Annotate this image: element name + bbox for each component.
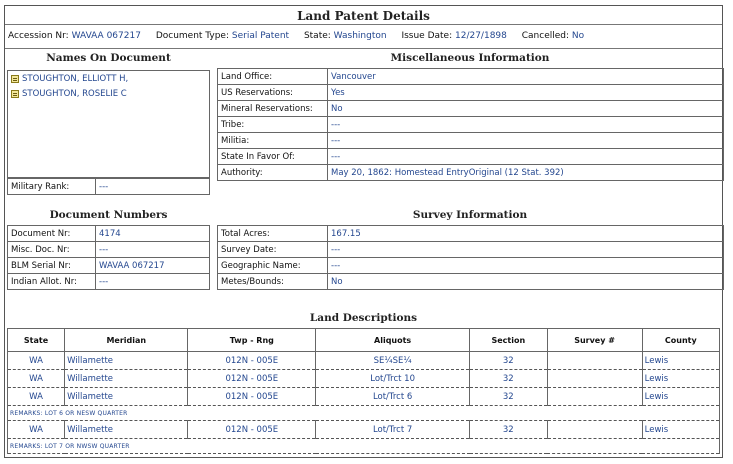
col-state: State (8, 329, 65, 352)
misc-value: Yes (328, 85, 724, 101)
cell-aliquots: Lot/Trct 7 (316, 421, 470, 439)
misc-row (218, 133, 724, 149)
survey-row (218, 274, 724, 290)
survey-label: Survey Date: (218, 242, 328, 258)
cell-section: 32 (470, 421, 547, 439)
cell-aliquots: Lot/Trct 6 (316, 388, 470, 406)
cell-section: 32 (470, 388, 547, 406)
cell-county: Lewis (642, 370, 719, 388)
issue-date-label: Issue Date: (401, 31, 453, 41)
survey-info-table (217, 225, 724, 290)
military-rank-value: --- (96, 179, 210, 195)
cell-twp-rng: 012N - 005E (188, 352, 316, 370)
misc-info-table (217, 68, 724, 181)
misc-value: Vancouver (328, 69, 724, 85)
survey-value: 167.15 (328, 226, 724, 242)
cell-survey (547, 352, 642, 370)
cell-state: WA (8, 352, 65, 370)
docnum-value: WAVAA 067217 (96, 258, 210, 274)
misc-section-title: Miscellaneous Information (390, 52, 550, 64)
name-link[interactable]: STOUGHTON, ROSELIE C (22, 88, 127, 99)
misc-row (218, 117, 724, 133)
docnum-row (8, 274, 210, 290)
divider (5, 48, 722, 49)
survey-label: Geographic Name: (218, 258, 328, 274)
cancelled-value: No (571, 31, 585, 41)
misc-row (218, 149, 724, 165)
survey-value: No (328, 274, 724, 290)
cell-county: Lewis (642, 421, 719, 439)
docnum-label: BLM Serial Nr: (8, 258, 96, 274)
cell-twp-rng: 012N - 005E (188, 421, 316, 439)
document-type-label: Document Type: (155, 31, 230, 41)
col-aliquots: Aliquots (316, 329, 470, 352)
col-twp-rng: Twp - Rng (188, 329, 316, 352)
docnum-row (8, 242, 210, 258)
remarks-row (8, 439, 720, 454)
col-survey: Survey # (547, 329, 642, 352)
misc-label: US Reservations: (218, 85, 328, 101)
summary-bar (8, 31, 596, 41)
misc-label: Tribe: (218, 117, 328, 133)
cell-aliquots: SE¼SE¼ (316, 352, 470, 370)
cell-section: 32 (470, 352, 547, 370)
survey-info-title: Survey Information (412, 209, 528, 221)
misc-label: Authority: (218, 165, 328, 181)
misc-row (218, 101, 724, 117)
remarks-text: REMARKS: LOT 6 OR NESW QUARTER (8, 406, 720, 421)
survey-row (218, 258, 724, 274)
survey-row (218, 226, 724, 242)
page-title: Land Patent Details (297, 9, 430, 23)
land-patent-panel (4, 5, 723, 458)
misc-row (218, 85, 724, 101)
docnum-value: --- (96, 274, 210, 290)
cell-meridian: Willamette (65, 352, 188, 370)
land-header-row (8, 329, 720, 352)
misc-label: State In Favor Of: (218, 149, 328, 165)
cell-twp-rng: 012N - 005E (188, 388, 316, 406)
name-item[interactable] (8, 86, 209, 101)
table-row (8, 388, 720, 406)
cancelled-label: Cancelled: (521, 31, 570, 41)
table-row (8, 352, 720, 370)
document-numbers-table (7, 225, 210, 290)
cell-survey (547, 421, 642, 439)
issue-date-value: 12/27/1898 (455, 31, 507, 41)
docnum-row (8, 258, 210, 274)
military-rank-label: Military Rank: (8, 179, 96, 195)
survey-row (218, 242, 724, 258)
military-rank-table (7, 178, 210, 195)
remarks-row (8, 406, 720, 421)
misc-value: No (328, 101, 724, 117)
cell-meridian: Willamette (65, 388, 188, 406)
state-value: Washington (333, 31, 387, 41)
land-descriptions-table (7, 328, 720, 454)
survey-value: --- (328, 242, 724, 258)
misc-label: Land Office: (218, 69, 328, 85)
misc-value: --- (328, 117, 724, 133)
cell-state: WA (8, 370, 65, 388)
docnum-value: 4174 (96, 226, 210, 242)
document-icon[interactable] (11, 90, 19, 98)
docnum-label: Misc. Doc. Nr: (8, 242, 96, 258)
misc-label: Militia: (218, 133, 328, 149)
document-numbers-title: Document Numbers (49, 209, 168, 221)
cell-survey (547, 388, 642, 406)
names-section-title: Names On Document (46, 52, 171, 64)
cell-meridian: Willamette (65, 370, 188, 388)
cell-state: WA (8, 421, 65, 439)
authority-value: May 20, 1862: Homestead EntryOriginal (12 Stat. 392) (328, 165, 724, 181)
docnum-value: --- (96, 242, 210, 258)
misc-row (218, 165, 724, 181)
survey-label: Total Acres: (218, 226, 328, 242)
cell-state: WA (8, 388, 65, 406)
state-label: State: (303, 31, 331, 41)
cell-county: Lewis (642, 352, 719, 370)
cell-twp-rng: 012N - 005E (188, 370, 316, 388)
col-county: County (642, 329, 719, 352)
cell-section: 32 (470, 370, 547, 388)
document-icon[interactable] (11, 75, 19, 83)
misc-value: --- (328, 133, 724, 149)
names-list (7, 70, 210, 178)
col-meridian: Meridian (65, 329, 188, 352)
remarks-text: REMARKS: LOT 7 OR NWSW QUARTER (8, 439, 720, 454)
misc-value: --- (328, 149, 724, 165)
docnum-label: Indian Allot. Nr: (8, 274, 96, 290)
col-section: Section (470, 329, 547, 352)
survey-label: Metes/Bounds: (218, 274, 328, 290)
document-type-value: Serial Patent (231, 31, 290, 41)
misc-row (218, 69, 724, 85)
name-link[interactable]: STOUGHTON, ELLIOTT H, (22, 73, 129, 84)
land-descriptions-title: Land Descriptions (309, 312, 418, 324)
docnum-label: Document Nr: (8, 226, 96, 242)
survey-value: --- (328, 258, 724, 274)
misc-label: Mineral Reservations: (218, 101, 328, 117)
cell-county: Lewis (642, 388, 719, 406)
name-item[interactable] (8, 71, 209, 86)
divider (5, 24, 722, 25)
docnum-row (8, 226, 210, 242)
table-row (8, 421, 720, 439)
cell-meridian: Willamette (65, 421, 188, 439)
table-row (8, 370, 720, 388)
cell-aliquots: Lot/Trct 10 (316, 370, 470, 388)
cell-survey (547, 370, 642, 388)
accession-value: WAVAA 067217 (71, 31, 141, 41)
accession-label: Accession Nr: (8, 31, 69, 41)
